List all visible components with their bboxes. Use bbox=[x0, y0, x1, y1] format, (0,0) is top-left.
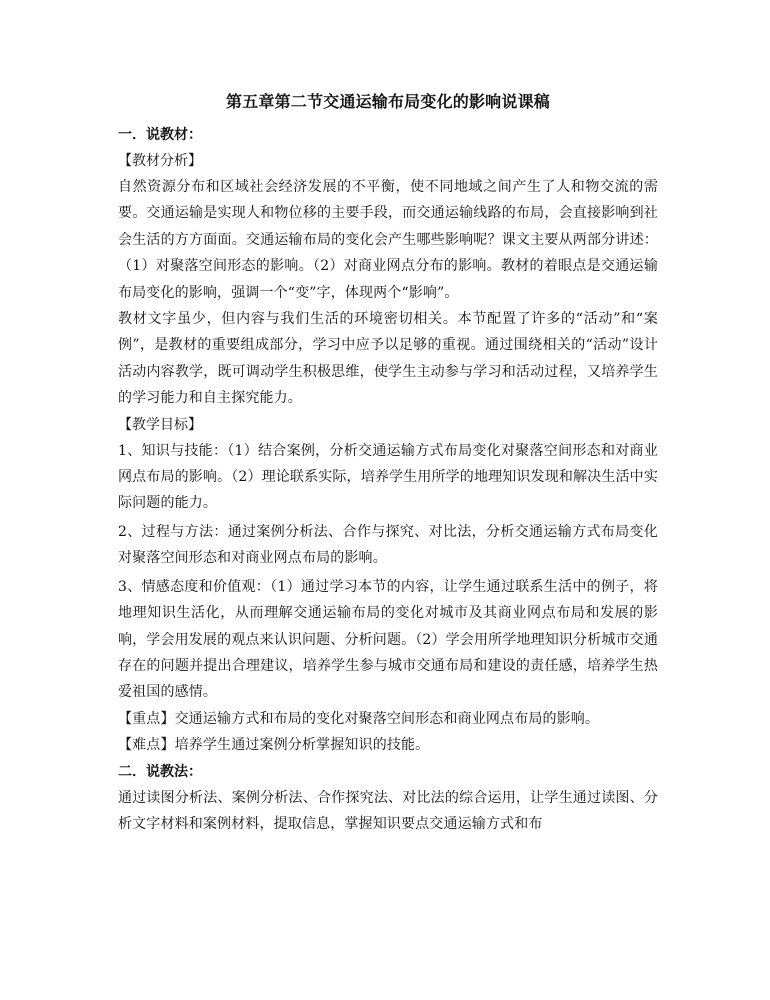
paragraph-goal-emotion: 3、情感态度和价值观：（1）通过学习本节的内容，让学生通过联系生活中的例子，将地理知识生活化，从而理解交通运输布局的变化对城市及其商业网点布局和发展的影响，学会用发展的观点来认识问题、分析问题。（2）学会用所学地理知识分析城市交通存在的问题并提出合理建议，培养学生参与城市交通布局和建设的责任感，培养学生热爱祖国的感情。 bbox=[118, 578, 658, 701]
section-heading-textbook: 一．说教材： bbox=[118, 127, 202, 143]
paragraph-difficult-point: 【难点】培养学生通过案例分析掌握知识的技能。 bbox=[118, 737, 430, 754]
document-title: 第五章第二节交通运输布局变化的影响说课稿 bbox=[225, 92, 550, 111]
paragraph-goal-knowledge: 1、知识与技能：（1）结合案例，分析交通运输方式布局变化对聚落空间形态和对商业网点布局的影响。（2）理论联系实际，培养学生用所学的地理知识发现和解决生活中实际问题的能力。 bbox=[118, 442, 658, 512]
paragraph-teaching-method: 通过读图分析法、案例分析法、合作探究法、对比法的综合运用，让学生通过读图、分析文字材料和案例材料，提取信息，掌握知识要点交通运输方式和布 bbox=[118, 789, 658, 832]
subheading-teaching-goals: 【教学目标】 bbox=[118, 416, 202, 433]
paragraph-analysis-2: 教材文字虽少，但内容与我们生活的环境密切相关。本节配置了许多的“活动”和“案例”，是教材的重要组成部分，学习中应予以足够的重视。通过围绕相关的“活动”设计活动内容教学，既可调动学生积极思维，使学生主动参与学习和活动过程，又培养学生的学习能力和自主探究能力。 bbox=[118, 311, 658, 407]
paragraph-analysis-1: 自然资源分布和区域社会经济发展的不平衡，使不同地域之间产生了人和物交流的需要。交通运输是实现人和物位移的主要手段，而交通运输线路的布局，会直接影响到社会生活的方方面面。交通运输布局的变化会产生哪些影响呢？课文主要从两部分讲述：（1）对聚落空间形态的影响。（2）对商业网点分布的影响。教材的着眼点是交通运输布局变化的影响，强调一个“变”字，体现两个“影响”。 bbox=[118, 179, 658, 301]
document-page bbox=[118, 90, 658, 837]
subheading-textbook-analysis: 【教材分析】 bbox=[118, 153, 202, 169]
paragraph-goal-process: 2、过程与方法：通过案例分析法、合作与探究、对比法，分析交通运输方式布局变化对聚落空间形态和对商业网点布局的影响。 bbox=[118, 523, 658, 567]
paragraph-key-point: 【重点】交通运输方式和布局的变化对聚落空间形态和商业网点布局的影响。 bbox=[118, 710, 600, 727]
section-heading-teaching-method: 二．说教法： bbox=[118, 763, 202, 780]
